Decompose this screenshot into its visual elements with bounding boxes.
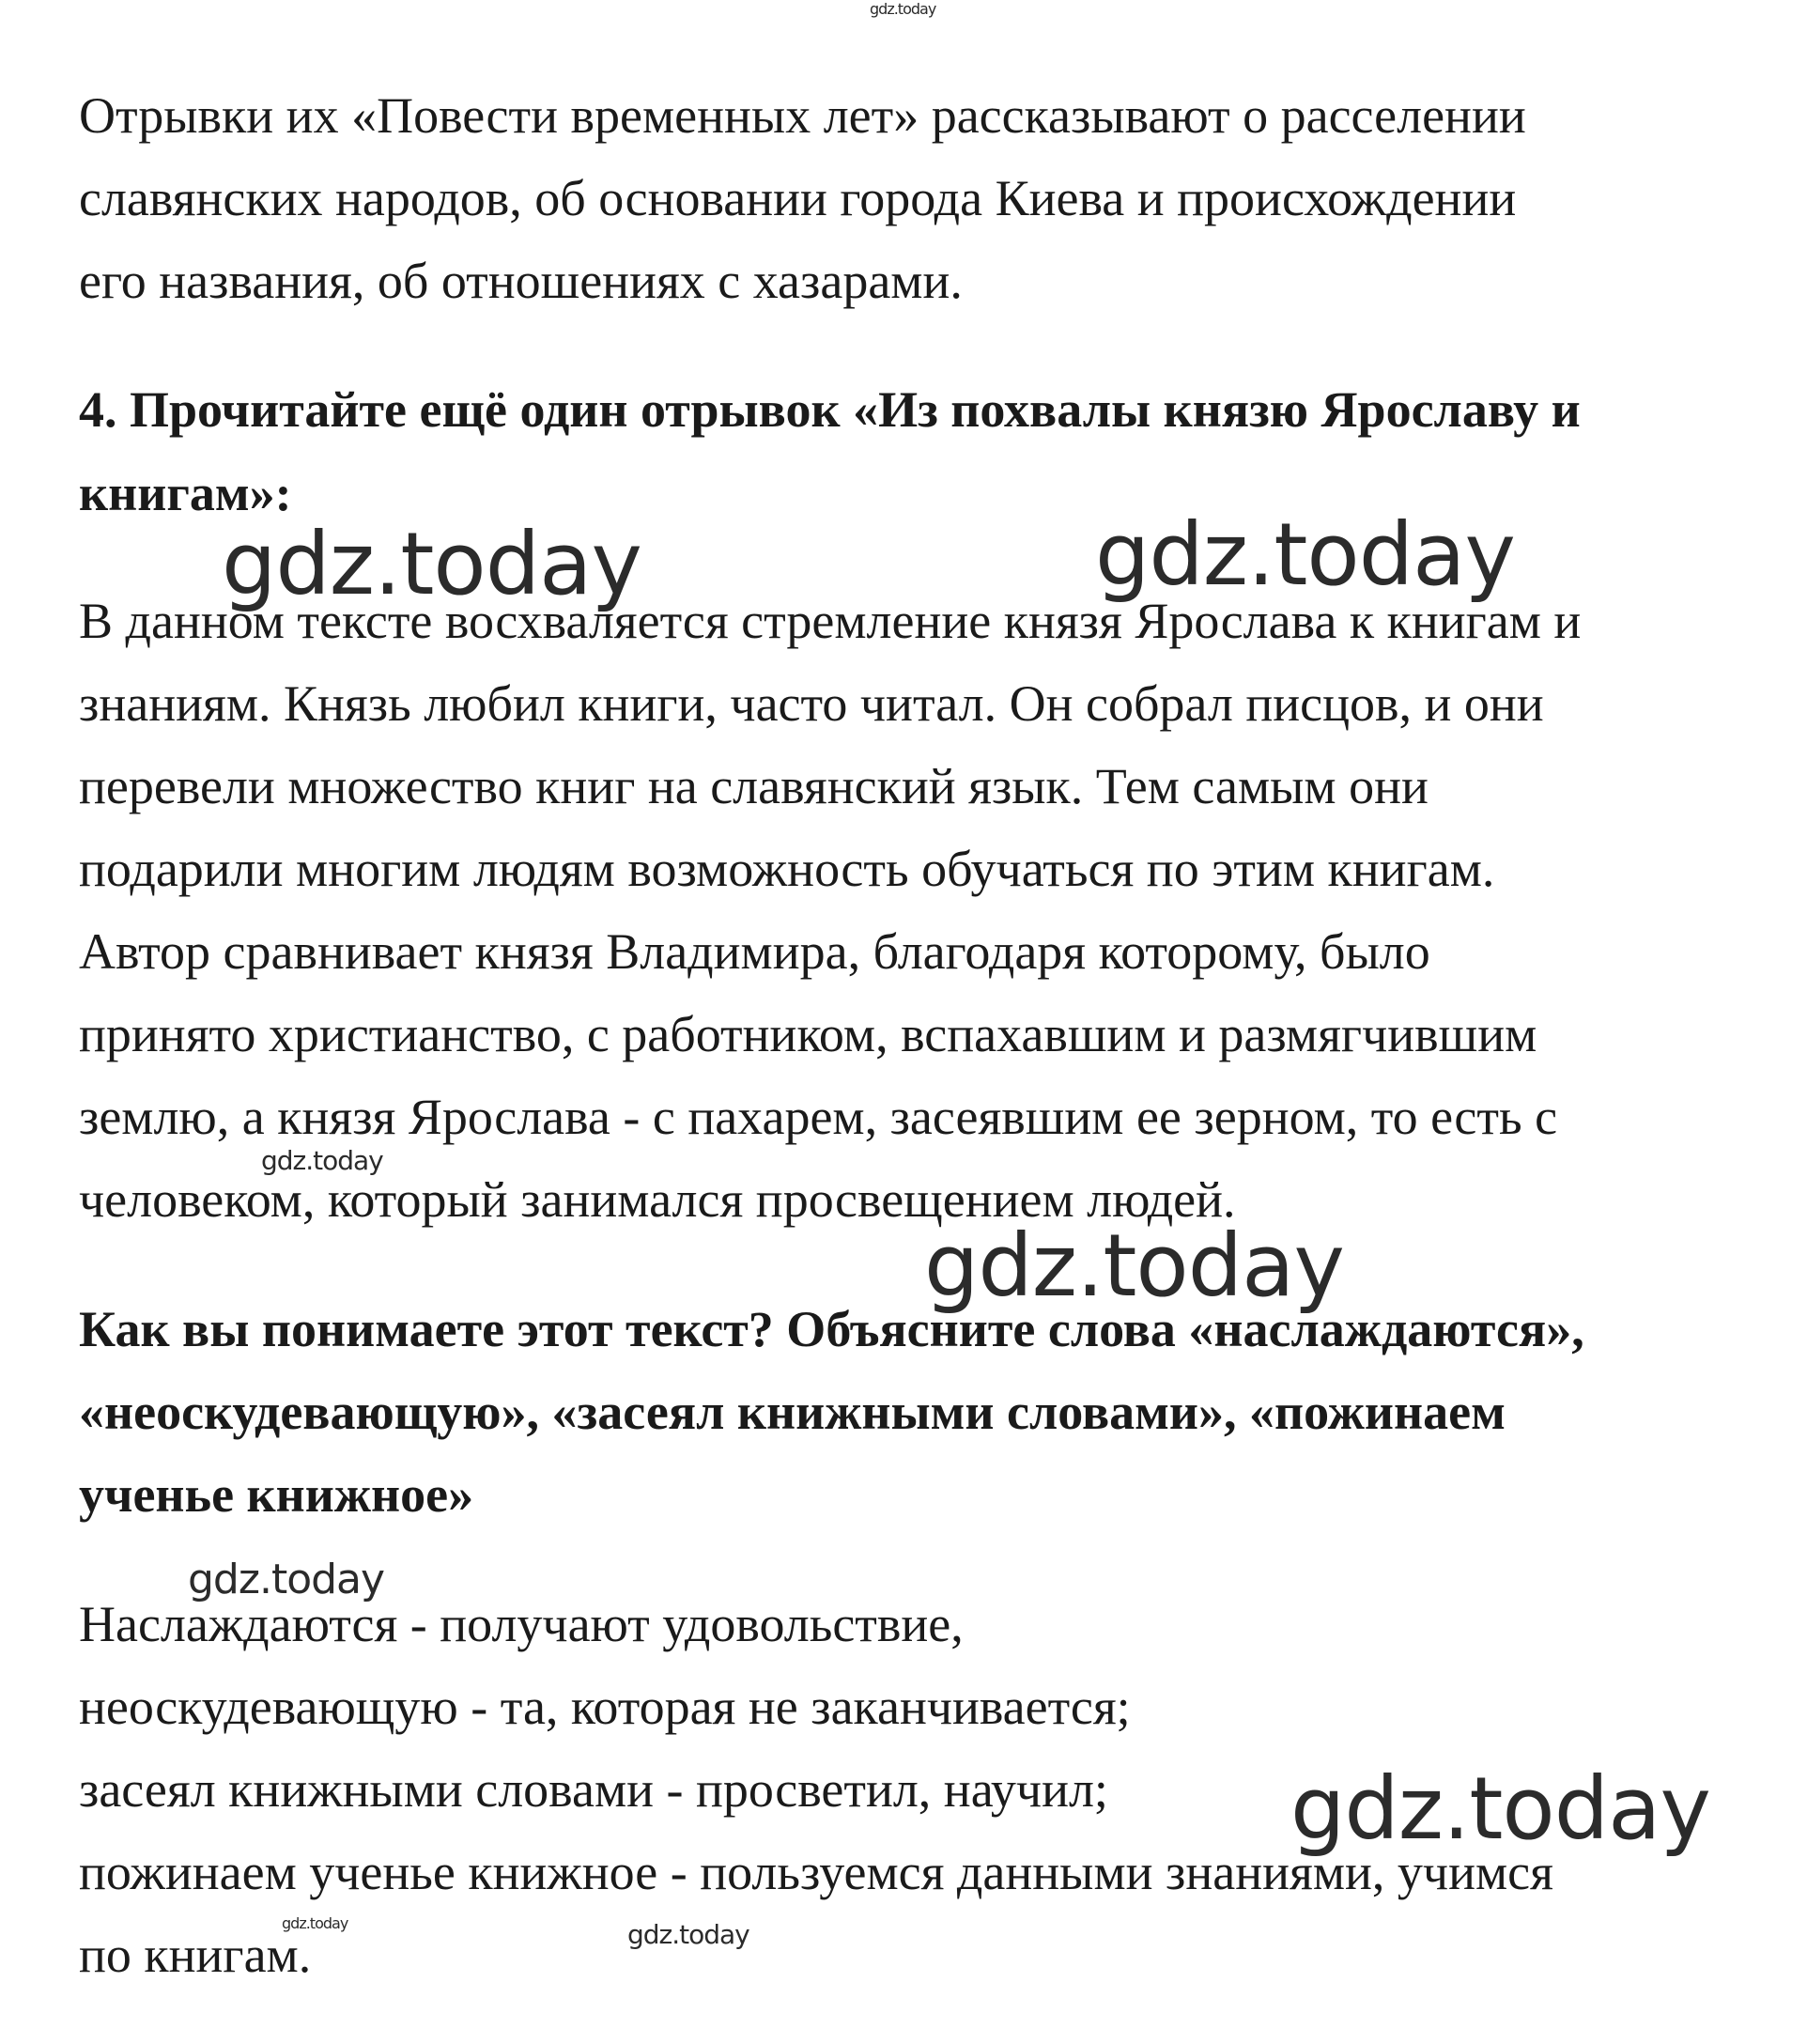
answer-line-8: человеком, который занимался просвещением людей. bbox=[79, 1171, 1236, 1228]
question-line-1: Как вы понимаете этот текст? Объясните слова «наслаждаются», bbox=[79, 1301, 1584, 1357]
answer-line-7: землю, а князя Ярослава - с пахарем, засеявшим ее зерном, то есть с bbox=[79, 1089, 1558, 1145]
question-line-3: ученье книжное» bbox=[79, 1466, 474, 1523]
definition-line-5: по книгам. bbox=[79, 1927, 312, 1983]
watermark-tiny-bottom: gdz.today bbox=[282, 1914, 348, 1932]
answer-line-4: подарили многим людям возможность обучаться по этим книгам. bbox=[79, 841, 1495, 897]
watermark-medium-left: gdz.today bbox=[188, 1556, 385, 1603]
watermark-small-mid: gdz.today bbox=[261, 1145, 383, 1176]
intro-line-1: Отрывки их «Повести временных лет» рассказывают о расселении bbox=[79, 87, 1526, 144]
watermark-small-bottom: gdz.today bbox=[627, 1919, 749, 1950]
question-line-2: «неоскудевающую», «засеял книжными словами», «пожинаем bbox=[79, 1384, 1506, 1440]
watermark-large-left: gdz.today bbox=[222, 514, 641, 614]
definition-line-3: засеял книжными словами - просветил, научил; bbox=[79, 1761, 1108, 1818]
task-heading-line-1: 4. Прочитайте ещё один отрывок «Из похвалы князю Ярославу и bbox=[79, 381, 1581, 438]
answer-line-1: В данном тексте восхваляется стремление князя Ярослава к книгам и bbox=[79, 593, 1582, 649]
intro-line-2: славянских народов, об основании города Киева и происхождении bbox=[79, 170, 1517, 226]
watermark-large-bottom-right: gdz.today bbox=[1290, 1758, 1710, 1859]
definition-line-2: неоскудевающую - та, которая не заканчивается; bbox=[79, 1679, 1131, 1735]
answer-line-6: принято христианство, с работником, вспахавшим и размягчившим bbox=[79, 1006, 1537, 1062]
intro-line-3: его названия, об отношениях с хазарами. bbox=[79, 253, 963, 309]
answer-line-5: Автор сравнивает князя Владимира, благодаря которому, было bbox=[79, 923, 1430, 980]
task-heading-line-2: книгам»: bbox=[79, 465, 292, 521]
definition-line-1: Наслаждаются - получают удовольствие, bbox=[79, 1596, 964, 1652]
definition-line-4: пожинаем ученье книжное - пользуемся данными знаниями, учимся bbox=[79, 1844, 1553, 1900]
answer-line-2: знаниям. Князь любил книги, часто читал. Он собрал писцов, и они bbox=[79, 675, 1544, 732]
watermark-large-center: gdz.today bbox=[924, 1216, 1344, 1316]
watermark-top: gdz.today bbox=[870, 0, 936, 18]
answer-line-3: перевели множество книг на славянский язык. Тем самым они bbox=[79, 758, 1429, 814]
watermark-large-right: gdz.today bbox=[1095, 504, 1515, 605]
